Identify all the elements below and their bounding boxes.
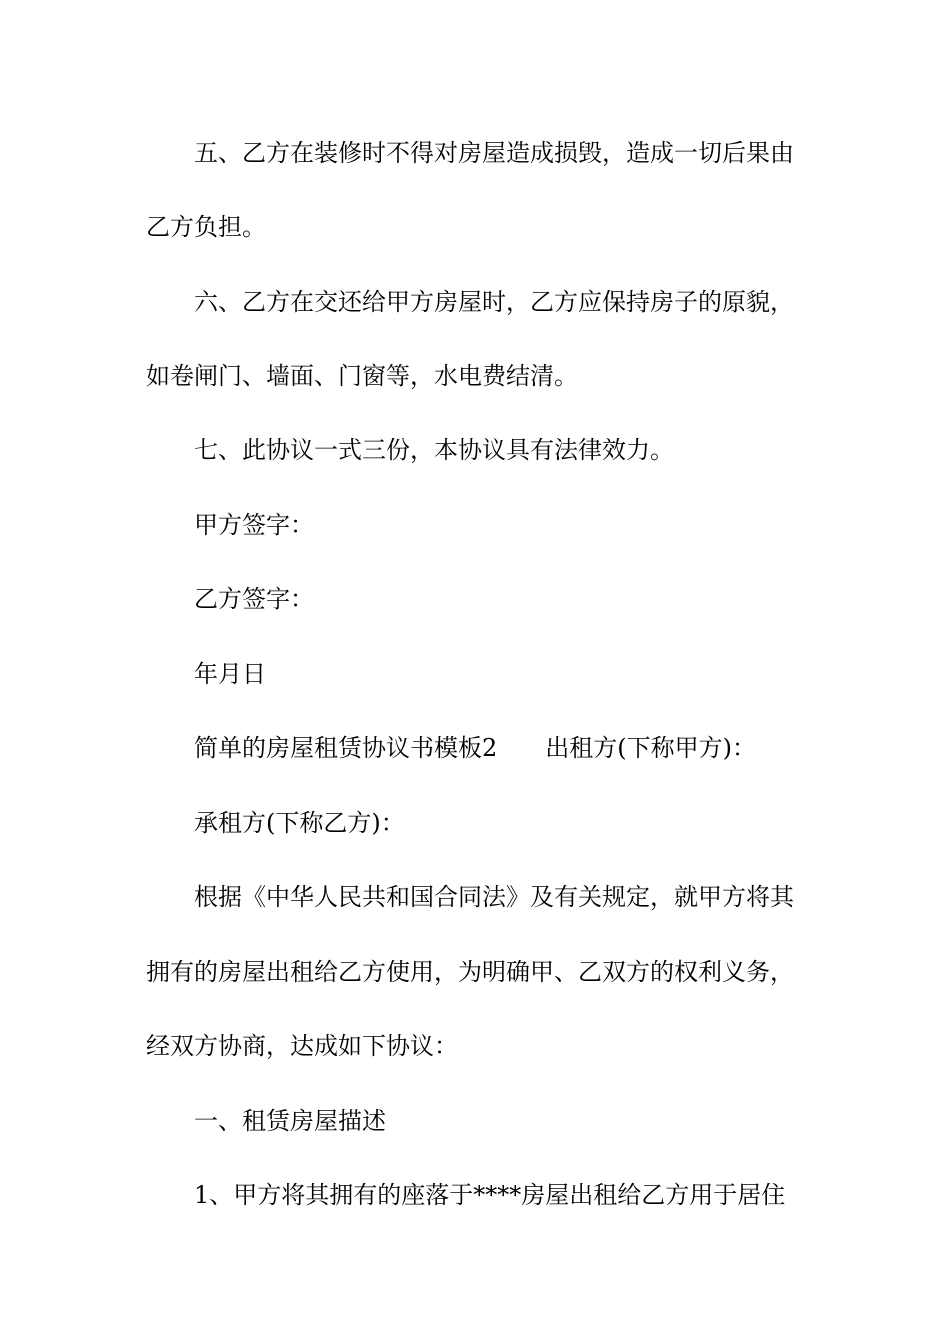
preamble-line-3: 经双方协商，达成如下协议： [146,1032,458,1060]
clause-7: 七、此协议一式三份，本协议具有法律效力。 [194,436,674,464]
section-1-heading: 一、租赁房屋描述 [194,1107,386,1135]
clause-5-line-1: 五、乙方在装修时不得对房屋造成损毁，造成一切后果由 [194,139,794,167]
preamble-line-2: 拥有的房屋出租给乙方使用，为明确甲、乙双方的权利义务， [146,958,794,986]
clause-6-line-1: 六、乙方在交还给甲方房屋时，乙方应保持房子的原貌， [194,288,794,316]
date-line: 年月日 [194,660,266,688]
clause-5-line-2: 乙方负担。 [146,213,266,241]
preamble-line-1: 根据《中华人民共和国合同法》及有关规定，就甲方将其 [194,883,794,911]
clause-6-line-2: 如卷闸门、墙面、门窗等，水电费结清。 [146,362,578,390]
party-b-signature: 乙方签字： [194,585,314,613]
lessee-line: 承租方(下称乙方)： [194,809,405,837]
party-a-signature: 甲方签字： [194,511,314,539]
template-2-heading: 简单的房屋租赁协议书模板2 出租方(下称甲方)： [194,734,756,762]
section-1-item-1: 1、甲方将其拥有的座落于****房屋出租给乙方用于居住 [194,1181,786,1209]
